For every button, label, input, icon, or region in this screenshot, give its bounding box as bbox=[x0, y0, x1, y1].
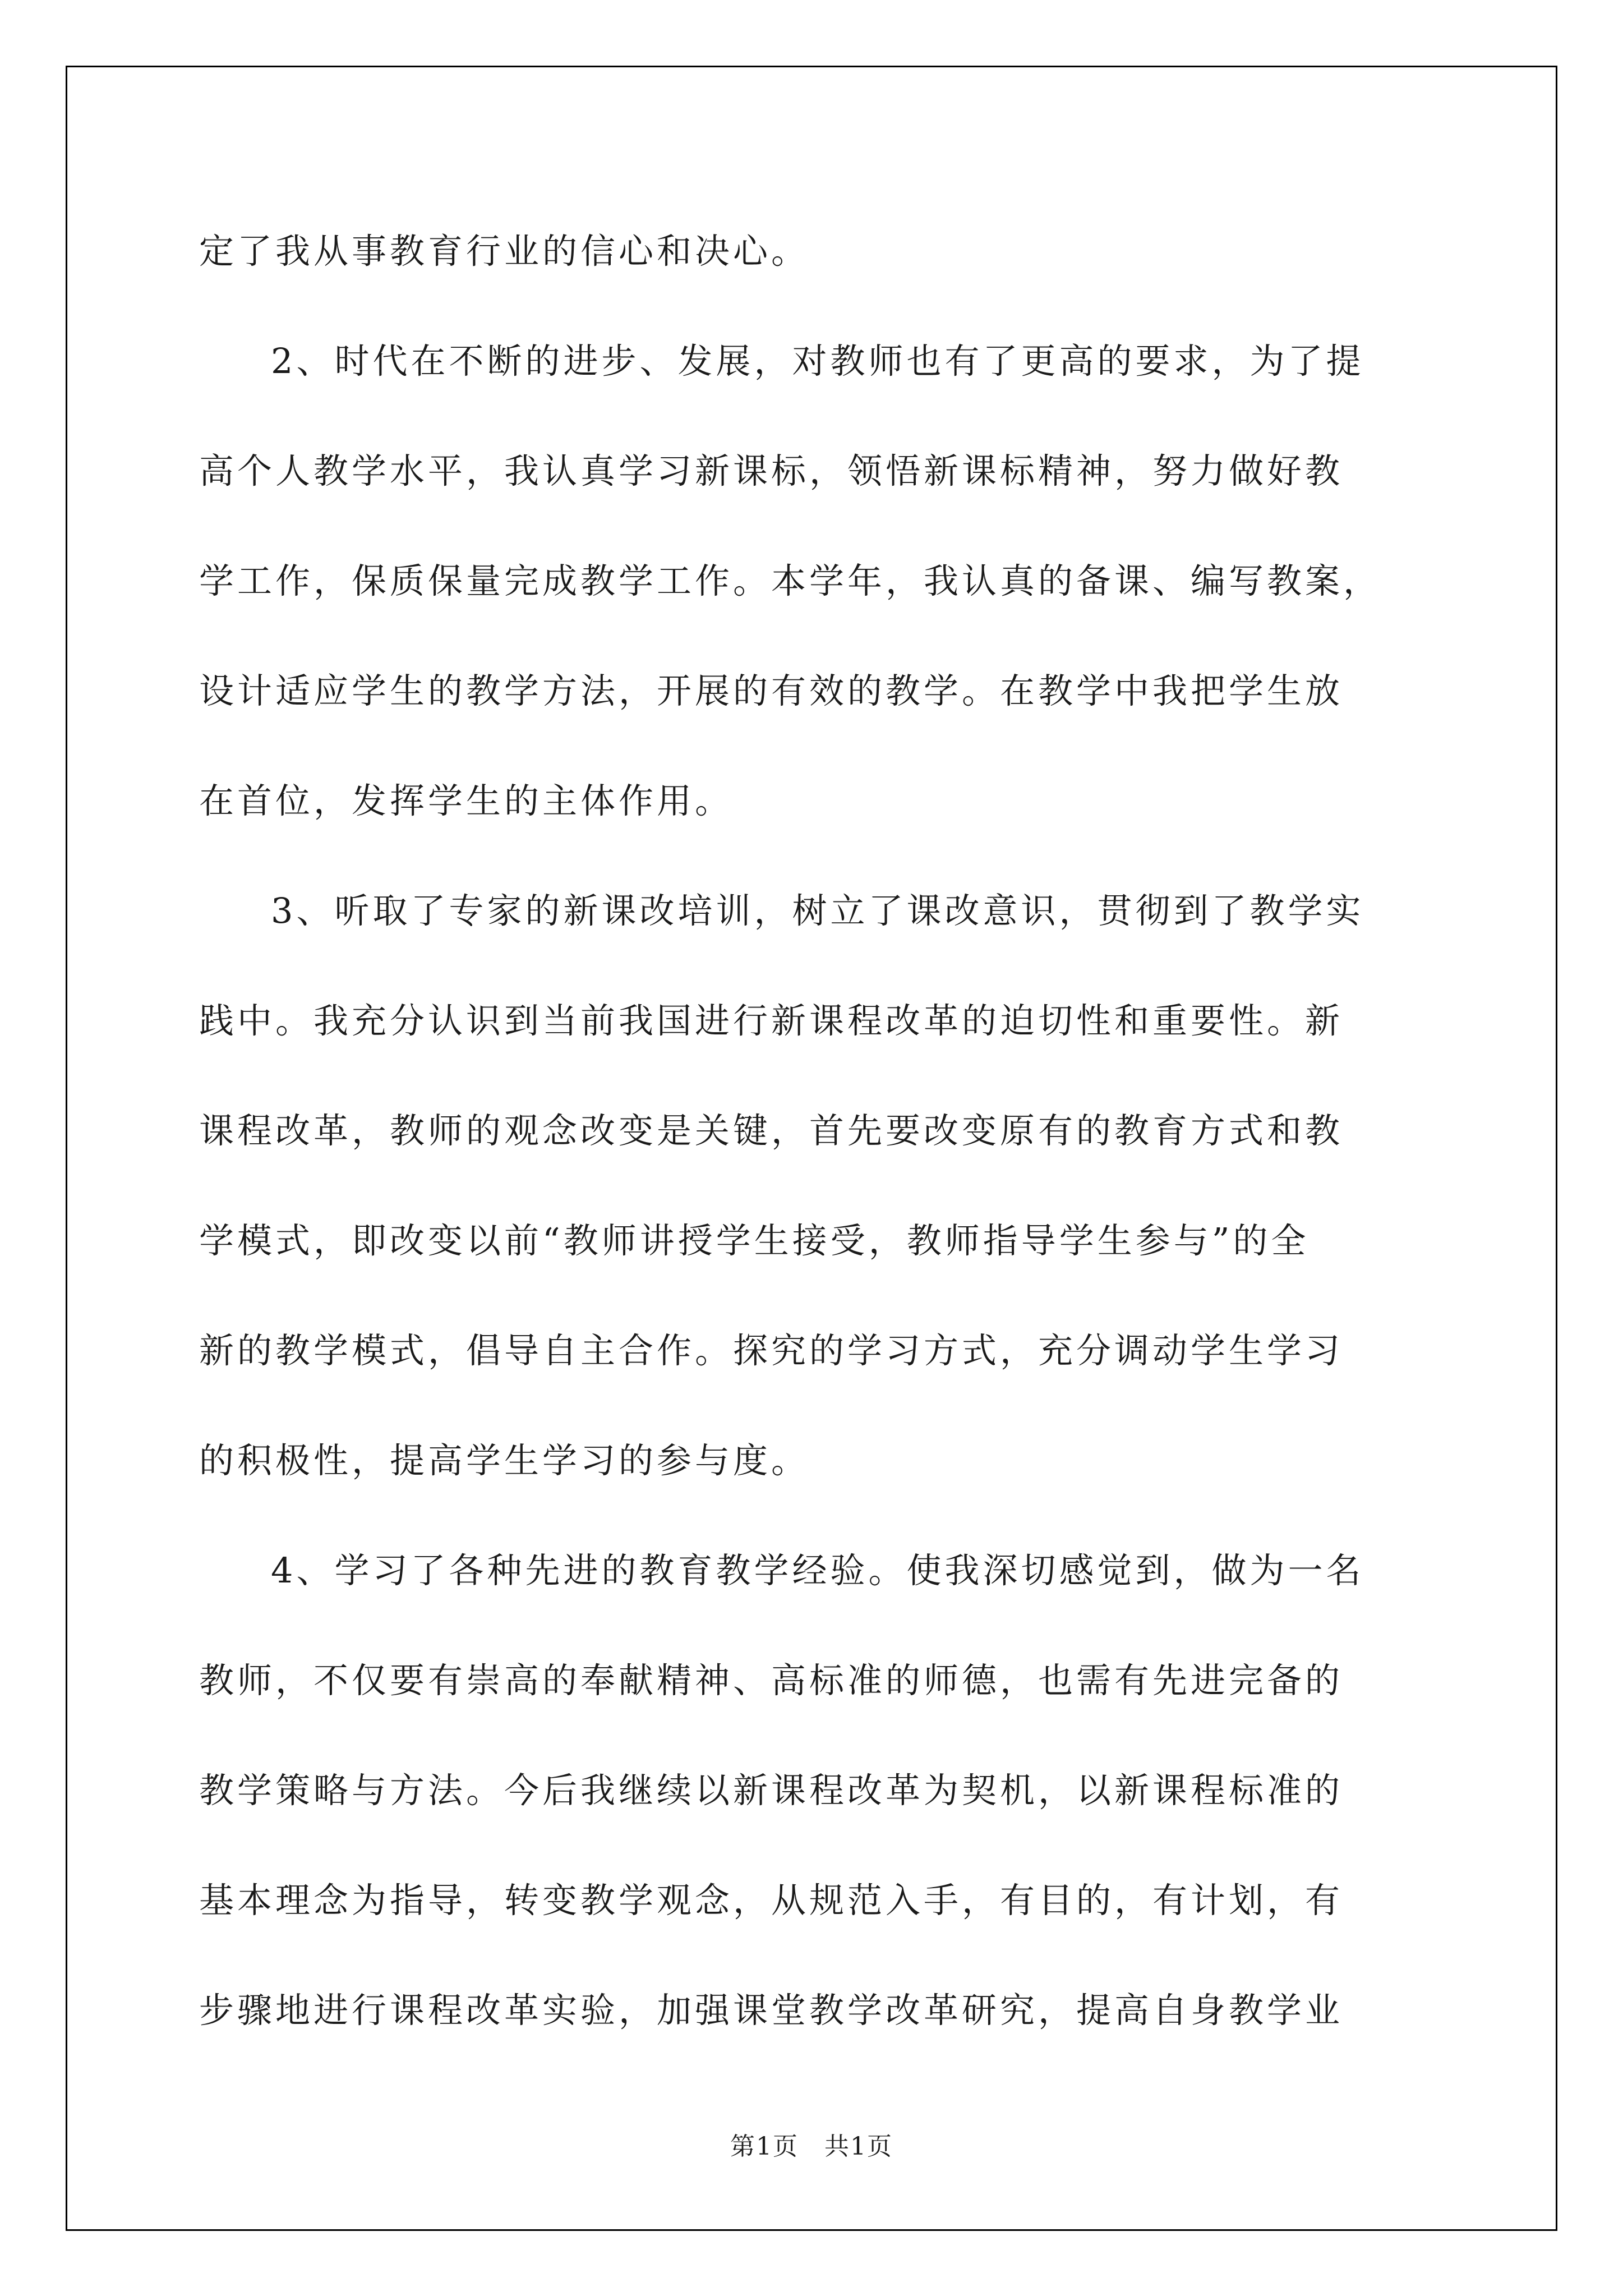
text-line-9: 课程改革，教师的观念改变是关键，首先要改变原有的教育方式和教 bbox=[199, 1110, 1344, 1151]
text-line-16: 基本理念为指导，转变教学观念，从规范入手，有目的，有计划，有 bbox=[199, 1880, 1344, 1921]
text-line-8: 践中。我充分认识到当前我国进行新课程改革的迫切性和重要性。新 bbox=[199, 1000, 1344, 1041]
text-line-10: 学模式，即改变以前“教师讲授学生接受，教师指导学生参与”的全 bbox=[199, 1220, 1310, 1261]
text-line-14: 教师，不仅要有崇高的奉献精神、高标准的师德，也需有先进完备的 bbox=[199, 1660, 1344, 1701]
text-line-13: 4、学习了各种先进的教育教学经验。使我深切感觉到，做为一名 bbox=[271, 1550, 1364, 1591]
text-line-12: 的积极性，提高学生学习的参与度。 bbox=[199, 1440, 810, 1481]
text-line-1: 定了我从事教育行业的信心和决心。 bbox=[199, 231, 810, 272]
text-line-6: 在首位，发挥学生的主体作用。 bbox=[199, 780, 734, 821]
text-line-5: 设计适应学生的教学方法，开展的有效的教学。在教学中我把学生放 bbox=[199, 670, 1344, 711]
text-line-7: 3、听取了专家的新课改培训，树立了课改意识，贯彻到了教学实 bbox=[271, 890, 1364, 931]
text-line-3: 高个人教学水平，我认真学习新课标，领悟新课标精神，努力做好教 bbox=[199, 450, 1344, 491]
text-line-4: 学工作，保质保量完成教学工作。本学年，我认真的备课、编写教案， bbox=[199, 560, 1382, 601]
text-line-11: 新的教学模式，倡导自主合作。探究的学习方式，充分调动学生学习 bbox=[199, 1330, 1344, 1371]
text-line-15: 教学策略与方法。今后我继续以新课程改革为契机，以新课程标准的 bbox=[199, 1770, 1344, 1811]
page-number-footer: 第1页 共1页 bbox=[730, 2132, 893, 2161]
text-line-2: 2、时代在不断的进步、发展，对教师也有了更高的要求，为了提 bbox=[271, 341, 1364, 381]
text-line-17: 步骤地进行课程改革实验，加强课堂教学改革研究，提高自身教学业 bbox=[199, 1990, 1344, 2031]
document-body bbox=[199, 196, 1433, 2065]
